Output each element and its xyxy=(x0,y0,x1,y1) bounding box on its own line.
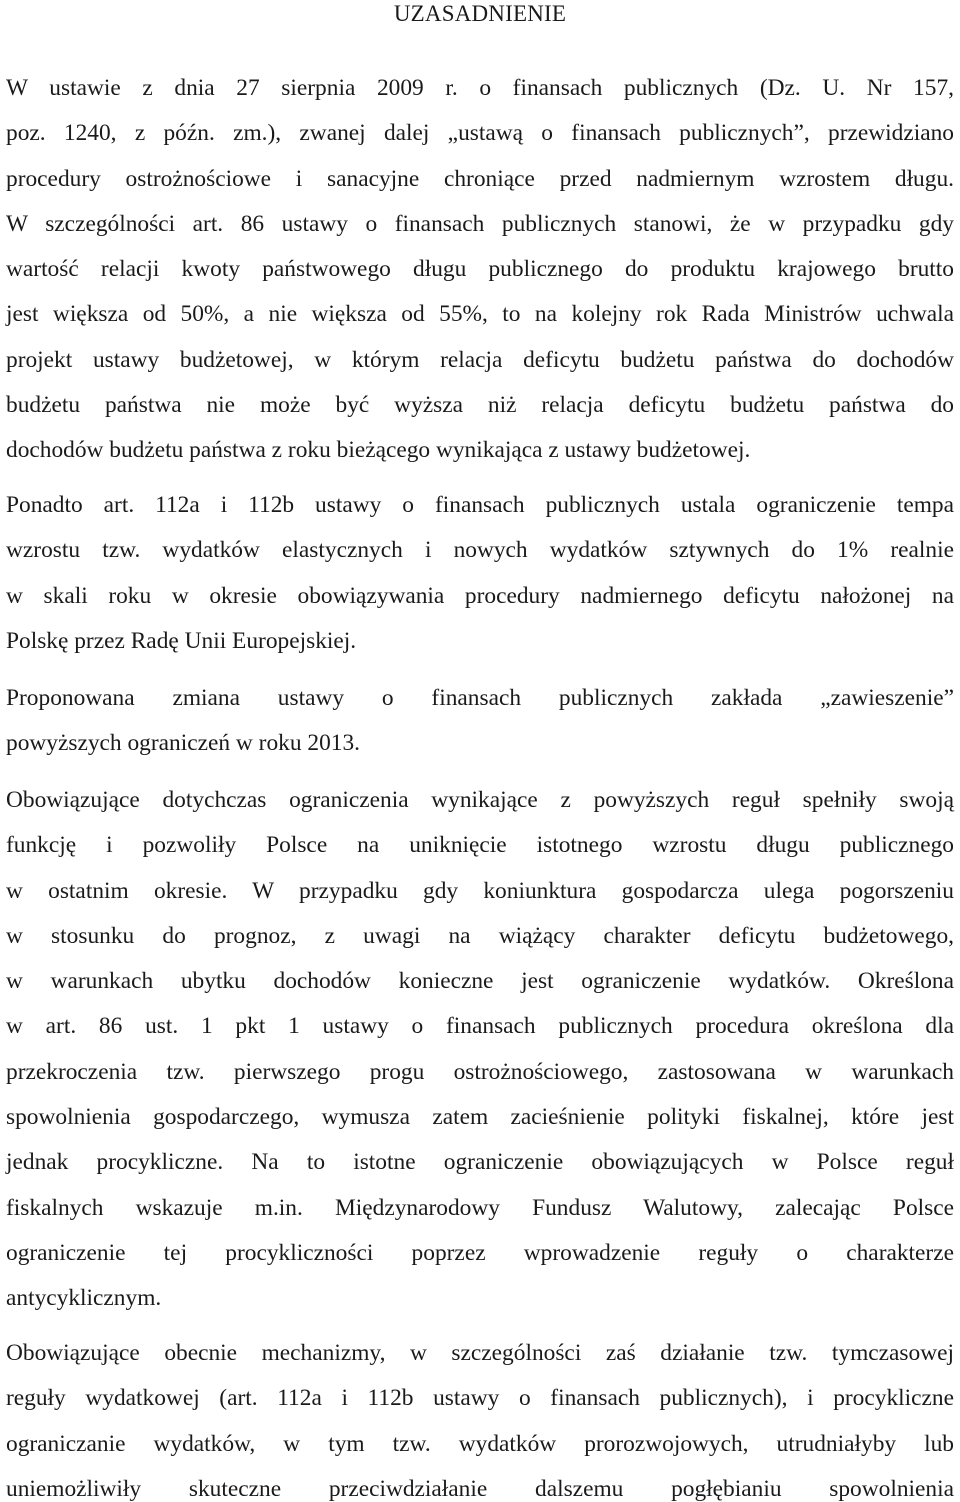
text-line: funkcję i pozwoliły Polsce na uniknięcie istotnego wzrostu długu publicznego xyxy=(6,832,954,859)
text-line: spowolnienia gospodarczego, wymusza zatem zacieśnienie polityki fiskalnej, które jest xyxy=(6,1104,954,1131)
text-line: reguły wydatkowej (art. 112a i 112b ustawy o finansach publicznych), i procykliczne xyxy=(6,1385,954,1412)
text-line: Proponowana zmiana ustawy o finansach publicznych zakłada „zawieszenie” xyxy=(6,685,954,711)
document-title: UZASADNIENIE xyxy=(393,1,567,26)
text-line: w skali roku w okresie obowiązywania procedury nadmiernego deficytu nałożonej na xyxy=(6,582,954,609)
text-line: dochodów budżetu państwa z roku bieżącego wynikająca z ustawy budżetowej. xyxy=(6,437,751,464)
text-line: w art. 86 ust. 1 pkt 1 ustawy o finansach publicznych procedura określona dla xyxy=(6,1013,954,1040)
text-line: wartość relacji kwoty państwowego długu publicznego do produktu krajowego brutto xyxy=(6,256,954,283)
text-line: Obowiązujące obecnie mechanizmy, w szczególności zaś działanie tzw. tymczasowej xyxy=(6,1340,954,1366)
text-line: ograniczanie wydatków, w tym tzw. wydatków prorozwojowych, utrudniałyby lub xyxy=(6,1430,954,1457)
paragraph-3 xyxy=(6,676,954,767)
text-line: w warunkach ubytku dochodów konieczne jest ograniczenie wydatków. Określona xyxy=(6,968,954,995)
paragraph-1 xyxy=(6,66,954,474)
text-line: Polskę przez Radę Unii Europejskiej. xyxy=(6,627,357,654)
text-line: W szczególności art. 86 ustawy o finansach publicznych stanowi, że w przypadku gdy xyxy=(6,210,954,237)
text-line: antycyklicznym. xyxy=(6,1285,162,1312)
text-line: projekt ustawy budżetowej, w którym relacja deficytu budżetu państwa do dochodów xyxy=(6,346,954,373)
text-line: powyższych ograniczeń w roku 2013. xyxy=(6,730,361,757)
paragraph-4 xyxy=(6,778,954,1322)
text-line: budżetu państwa nie może być wyższa niż relacja deficytu budżetu państwa do xyxy=(6,392,954,419)
text-line: W ustawie z dnia 27 sierpnia 2009 r. o finansach publicznych (Dz. U. Nr 157, xyxy=(6,75,954,101)
paragraph-5 xyxy=(6,1331,954,1502)
text-line: fiskalnych wskazuje m.in. Międzynarodowy Fundusz Walutowy, zalecając Polsce xyxy=(6,1194,954,1221)
text-line: Ponadto art. 112a i 112b ustawy o finansach publicznych ustala ograniczenie tempa xyxy=(6,492,954,518)
text-line: uniemożliwiły skuteczne przeciwdziałanie dalszemu pogłębianiu spowolnienia xyxy=(6,1475,954,1502)
text-line: jednak procykliczne. Na to istotne ograniczenie obowiązujących w Polsce reguł xyxy=(6,1149,954,1176)
text-line: Obowiązujące dotychczas ograniczenia wynikające z powyższych reguł spełniły swoją xyxy=(6,787,954,813)
text-line: procedury ostrożnościowe i sanacyjne chroniące przed nadmiernym wzrostem długu. xyxy=(6,165,954,192)
text-line: jest większa od 50%, a nie większa od 55%, to na kolejny rok Rada Ministrów uchwala xyxy=(6,301,954,328)
text-line: poz. 1240, z późn. zm.), zwanej dalej „ustawą o finansach publicznych”, przewidziano xyxy=(6,120,954,147)
text-line: w stosunku do prognoz, z uwagi na wiążący charakter deficytu budżetowego, xyxy=(6,922,954,949)
text-line: ograniczenie tej procykliczności poprzez wprowadzenie reguły o charakterze xyxy=(6,1239,954,1266)
text-line: przekroczenia tzw. pierwszego progu ostrożnościowego, zastosowana w warunkach xyxy=(6,1058,954,1085)
text-line: wzrostu tzw. wydatków elastycznych i nowych wydatków sztywnych do 1% realnie xyxy=(6,537,954,564)
paragraph-2 xyxy=(6,483,954,664)
text-line: w ostatnim okresie. W przypadku gdy koniunktura gospodarcza ulega pogorszeniu xyxy=(6,877,954,904)
